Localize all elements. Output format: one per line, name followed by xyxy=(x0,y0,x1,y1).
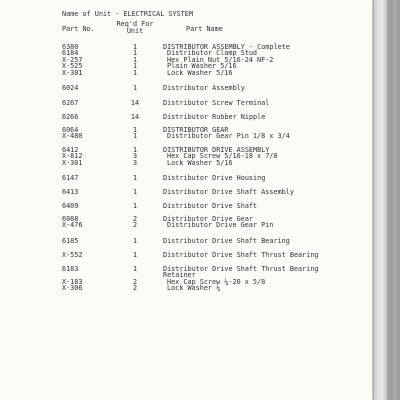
quantity: 1 xyxy=(132,265,138,273)
part-number: X-183 xyxy=(62,277,83,286)
part-number: 6412 xyxy=(62,146,79,154)
part-number: X-301 xyxy=(62,68,83,77)
part-name: Hex Cap Screw ¼-20 x 5/8 xyxy=(167,277,266,286)
quantity: 1 xyxy=(132,126,138,134)
part-name: Lock Washer 5/16 xyxy=(167,68,233,77)
part-name: Distributor Assembly xyxy=(163,84,245,92)
quantity: 1 xyxy=(132,84,138,92)
quantity: 2 xyxy=(132,215,138,223)
quantity: 14 xyxy=(130,99,140,107)
part-number: 6409 xyxy=(62,202,79,210)
part-number: 6380 xyxy=(62,43,79,51)
quantity: 1 xyxy=(132,49,138,58)
part-name: Distributor Drive Shaft Assembly xyxy=(163,188,294,196)
part-number: 6024 xyxy=(62,84,79,92)
part-number: X-812 xyxy=(62,152,83,161)
binder-strip xyxy=(387,0,393,400)
part-number: 6184 xyxy=(62,49,79,58)
part-number: X-476 xyxy=(62,221,83,230)
part-name: Distributor Drive Shaft Thrust Bearing xyxy=(163,251,319,259)
quantity: 3 xyxy=(132,158,138,167)
part-name: Distributor Drive Shaft Bearing xyxy=(163,237,290,245)
quantity: 1 xyxy=(132,43,138,51)
quantity: 2 xyxy=(132,221,138,230)
part-number: 6185 xyxy=(62,237,79,245)
part-name: Distributor Screw Terminal xyxy=(163,99,270,107)
quantity: 14 xyxy=(130,113,140,121)
part-number: 6413 xyxy=(62,188,79,196)
part-name: DISTRIBUTOR DRIVE ASSEMBLY xyxy=(163,146,270,154)
part-number: X-306 xyxy=(62,284,83,293)
part-name: Plain Washer 5/16 xyxy=(167,62,237,71)
part-name: Distributor Drive Gear Pin xyxy=(167,221,274,230)
quantity: 1 xyxy=(132,55,138,64)
part-number: X-480 xyxy=(62,132,83,141)
part-name: Distributor Drive Gear xyxy=(163,215,254,223)
part-number: 6266 xyxy=(62,113,79,121)
part-number: 6267 xyxy=(62,99,79,107)
quantity: 1 xyxy=(132,174,138,182)
quantity: 1 xyxy=(132,146,138,154)
part-number: 6183 xyxy=(62,265,79,273)
part-name: Hex Cap Screw 5/16-18 x 7/8 xyxy=(167,152,278,161)
column-header-reqd-line2: Unit xyxy=(126,27,144,35)
column-header-reqd xyxy=(112,21,158,35)
quantity: 1 xyxy=(132,237,138,245)
part-name: Distributor Gear Pin 1/8 x 3/4 xyxy=(167,132,290,141)
quantity: 1 xyxy=(132,132,138,141)
part-number: X-552 xyxy=(62,251,83,259)
quantity: 1 xyxy=(132,62,138,71)
quantity: 1 xyxy=(132,188,138,196)
part-name: Lock Washer 5/16 xyxy=(167,158,233,167)
part-name: Distributor Drive Housing xyxy=(163,174,266,182)
part-number: X-301 xyxy=(62,158,83,167)
unit-name-line: Name of Unit - ELECTRICAL SYSTEM xyxy=(62,10,193,18)
part-number: 6147 xyxy=(62,174,79,182)
part-name: Distributor Drive Shaft Thrust Bearing xyxy=(163,265,319,273)
part-number: X-525 xyxy=(62,62,83,71)
quantity: 1 xyxy=(132,202,138,210)
part-name: Retainer xyxy=(163,271,196,280)
quantity: 1 xyxy=(132,68,138,77)
part-number: 6064 xyxy=(62,126,79,134)
column-header-part-no: Part No. xyxy=(62,25,95,33)
part-name: Hex Plain Nut 5/16-24 NF-2 xyxy=(167,55,274,64)
part-name: DISTRIBUTOR GEAR xyxy=(163,126,229,134)
part-number: X-257 xyxy=(62,55,83,64)
part-name: Distributor Rubber Nipple xyxy=(163,113,266,121)
part-name: Lock Washer ¼ xyxy=(167,284,221,293)
part-name: Distributor Drive Shaft xyxy=(163,202,258,210)
quantity: 1 xyxy=(132,251,138,259)
quantity: 3 xyxy=(132,152,138,161)
part-name: DISTRIBUTOR ASSEMBLY - Complete xyxy=(163,43,290,51)
column-header-part-name: Part Name xyxy=(186,25,223,33)
binder-edge xyxy=(373,0,400,400)
quantity: 2 xyxy=(132,284,138,293)
part-name: Distributor Clamp Stud xyxy=(167,49,258,58)
part-number: 6088 xyxy=(62,215,79,223)
quantity: 2 xyxy=(132,277,138,286)
column-header-reqd-line1: Req'd For xyxy=(116,20,154,28)
